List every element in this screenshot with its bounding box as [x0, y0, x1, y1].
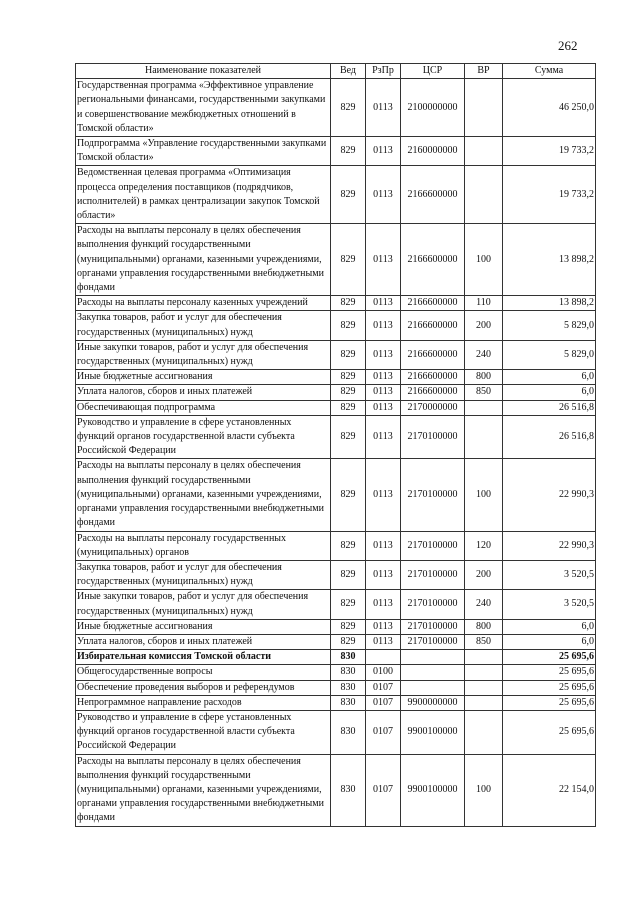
- table-row: [76, 710, 596, 754]
- cell-ved: 830: [331, 695, 366, 710]
- table-row: [76, 560, 596, 589]
- cell-csr: 9900100000: [401, 754, 465, 826]
- cell-name: Избирательная комиссия Томской области: [76, 650, 331, 665]
- cell-rzpr: [366, 650, 401, 665]
- cell-sum: 5 829,0: [503, 311, 596, 340]
- cell-csr: 2170100000: [401, 459, 465, 531]
- cell-name: Руководство и управление в сфере установленных функций органов государственной власти субъекта Российской Федерации: [76, 415, 331, 459]
- header-vr: ВР: [465, 64, 503, 79]
- header-csr: ЦСР: [401, 64, 465, 79]
- cell-csr: 2166600000: [401, 166, 465, 224]
- table-header-row: [76, 64, 596, 79]
- cell-ved: 829: [331, 224, 366, 296]
- cell-csr: 9900100000: [401, 710, 465, 754]
- cell-name: Уплата налогов, сборов и иных платежей: [76, 385, 331, 400]
- cell-vr: [465, 137, 503, 166]
- cell-vr: [465, 680, 503, 695]
- table-row: [76, 531, 596, 560]
- table-row: [76, 754, 596, 826]
- cell-vr: [465, 166, 503, 224]
- cell-rzpr: 0113: [366, 400, 401, 415]
- table-row: [76, 224, 596, 296]
- cell-csr: [401, 680, 465, 695]
- cell-name: Иные бюджетные ассигнования: [76, 370, 331, 385]
- header-ved: Вед: [331, 64, 366, 79]
- cell-ved: 829: [331, 459, 366, 531]
- cell-rzpr: 0113: [366, 340, 401, 369]
- cell-csr: 2166600000: [401, 385, 465, 400]
- cell-csr: 2170100000: [401, 531, 465, 560]
- cell-csr: 2100000000: [401, 79, 465, 137]
- table-row: [76, 680, 596, 695]
- cell-sum: 26 516,8: [503, 400, 596, 415]
- cell-ved: 830: [331, 754, 366, 826]
- cell-vr: [465, 400, 503, 415]
- cell-name: Государственная программа «Эффективное управление региональными финансами, государственными закупками и совершенствование межбюджетных отношений в Томской области»: [76, 79, 331, 137]
- cell-vr: [465, 650, 503, 665]
- cell-vr: 110: [465, 296, 503, 311]
- cell-name: Расходы на выплаты персоналу казенных учреждений: [76, 296, 331, 311]
- cell-vr: 240: [465, 590, 503, 619]
- cell-sum: 25 695,6: [503, 680, 596, 695]
- cell-sum: 5 829,0: [503, 340, 596, 369]
- cell-sum: 13 898,2: [503, 296, 596, 311]
- table-row: [76, 370, 596, 385]
- cell-rzpr: 0113: [366, 311, 401, 340]
- cell-sum: 25 695,6: [503, 650, 596, 665]
- cell-csr: 2170100000: [401, 590, 465, 619]
- cell-rzpr: 0113: [366, 634, 401, 649]
- cell-csr: 2170100000: [401, 560, 465, 589]
- cell-rzpr: 0113: [366, 166, 401, 224]
- cell-ved: 829: [331, 560, 366, 589]
- cell-csr: 2170000000: [401, 400, 465, 415]
- page-number: 262: [558, 38, 578, 53]
- cell-sum: 25 695,6: [503, 695, 596, 710]
- cell-csr: 2166600000: [401, 224, 465, 296]
- cell-sum: 6,0: [503, 634, 596, 649]
- table-row: [76, 590, 596, 619]
- cell-rzpr: 0113: [366, 619, 401, 634]
- cell-sum: 26 516,8: [503, 415, 596, 459]
- cell-sum: 6,0: [503, 370, 596, 385]
- cell-sum: 19 733,2: [503, 137, 596, 166]
- cell-ved: 829: [331, 370, 366, 385]
- cell-rzpr: 0113: [366, 137, 401, 166]
- cell-name: Обеспечивающая подпрограмма: [76, 400, 331, 415]
- cell-vr: [465, 79, 503, 137]
- cell-name: Обеспечение проведения выборов и референдумов: [76, 680, 331, 695]
- cell-ved: 829: [331, 590, 366, 619]
- cell-name: Расходы на выплаты персоналу государственных (муниципальных) органов: [76, 531, 331, 560]
- cell-ved: 829: [331, 79, 366, 137]
- cell-csr: 2170100000: [401, 634, 465, 649]
- cell-vr: 200: [465, 560, 503, 589]
- cell-vr: 120: [465, 531, 503, 560]
- cell-ved: 830: [331, 650, 366, 665]
- table-row: [76, 650, 596, 665]
- cell-ved: 829: [331, 166, 366, 224]
- cell-ved: 829: [331, 311, 366, 340]
- budget-table: [75, 63, 596, 827]
- cell-sum: 25 695,6: [503, 665, 596, 680]
- cell-name: Непрограммное направление расходов: [76, 695, 331, 710]
- table-row: [76, 79, 596, 137]
- header-rzpr: РзПр: [366, 64, 401, 79]
- table-row: [76, 311, 596, 340]
- cell-csr: 2166600000: [401, 296, 465, 311]
- cell-csr: 2160000000: [401, 137, 465, 166]
- cell-vr: 800: [465, 619, 503, 634]
- cell-name: Уплата налогов, сборов и иных платежей: [76, 634, 331, 649]
- cell-name: Расходы на выплаты персоналу в целях обеспечения выполнения функций государственными (муниципальными) органами, казенными учреждениями, органами управления государственными внебюджетными фондами: [76, 754, 331, 826]
- cell-rzpr: 0107: [366, 710, 401, 754]
- cell-name: Расходы на выплаты персоналу в целях обеспечения выполнения функций государственными (муниципальными) органами, казенными учреждениями, органами управления государственными внебюджетными фондами: [76, 224, 331, 296]
- cell-vr: 800: [465, 370, 503, 385]
- cell-ved: 829: [331, 296, 366, 311]
- cell-ved: 829: [331, 634, 366, 649]
- cell-rzpr: 0113: [366, 459, 401, 531]
- cell-vr: [465, 415, 503, 459]
- table-row: [76, 340, 596, 369]
- cell-ved: 829: [331, 137, 366, 166]
- cell-name: Расходы на выплаты персоналу в целях обеспечения выполнения функций государственными (муниципальными) органами, казенными учреждениями, органами управления государственными внебюджетными фондами: [76, 459, 331, 531]
- cell-rzpr: 0107: [366, 680, 401, 695]
- cell-name: Иные закупки товаров, работ и услуг для обеспечения государственных (муниципальных) нужд: [76, 340, 331, 369]
- cell-sum: 22 154,0: [503, 754, 596, 826]
- cell-ved: 829: [331, 400, 366, 415]
- table-row: [76, 137, 596, 166]
- cell-rzpr: 0113: [366, 385, 401, 400]
- cell-csr: [401, 650, 465, 665]
- cell-vr: 850: [465, 634, 503, 649]
- cell-sum: 6,0: [503, 619, 596, 634]
- cell-rzpr: 0113: [366, 590, 401, 619]
- cell-csr: 2170100000: [401, 415, 465, 459]
- cell-vr: [465, 710, 503, 754]
- cell-ved: 829: [331, 415, 366, 459]
- cell-csr: 2166600000: [401, 370, 465, 385]
- cell-vr: [465, 695, 503, 710]
- header-sum: Сумма: [503, 64, 596, 79]
- cell-rzpr: 0107: [366, 695, 401, 710]
- table-row: [76, 296, 596, 311]
- cell-vr: 100: [465, 224, 503, 296]
- cell-rzpr: 0100: [366, 665, 401, 680]
- cell-name: Руководство и управление в сфере установленных функций органов государственной власти субъекта Российской Федерации: [76, 710, 331, 754]
- header-name: Наименование показателей: [76, 64, 331, 79]
- table-row: [76, 695, 596, 710]
- table-row: [76, 400, 596, 415]
- cell-rzpr: 0113: [366, 531, 401, 560]
- cell-name: Иные закупки товаров, работ и услуг для обеспечения государственных (муниципальных) нужд: [76, 590, 331, 619]
- cell-rzpr: 0113: [366, 415, 401, 459]
- cell-name: Иные бюджетные ассигнования: [76, 619, 331, 634]
- cell-csr: 2166600000: [401, 340, 465, 369]
- cell-sum: 25 695,6: [503, 710, 596, 754]
- cell-sum: 13 898,2: [503, 224, 596, 296]
- cell-ved: 829: [331, 385, 366, 400]
- cell-csr: 9900000000: [401, 695, 465, 710]
- cell-rzpr: 0113: [366, 296, 401, 311]
- table-body: [76, 79, 596, 826]
- cell-rzpr: 0113: [366, 79, 401, 137]
- cell-csr: 2166600000: [401, 311, 465, 340]
- table-row: [76, 166, 596, 224]
- cell-sum: 22 990,3: [503, 531, 596, 560]
- cell-sum: 6,0: [503, 385, 596, 400]
- cell-name: Ведомственная целевая программа «Оптимизация процесса определения поставщиков (подрядчиков, исполнителей) в рамках централизации закупок Томской области»: [76, 166, 331, 224]
- table-row: [76, 385, 596, 400]
- cell-ved: 829: [331, 340, 366, 369]
- cell-vr: [465, 665, 503, 680]
- table-row: [76, 459, 596, 531]
- cell-rzpr: 0113: [366, 560, 401, 589]
- table-row: [76, 634, 596, 649]
- table-row: [76, 415, 596, 459]
- cell-ved: 829: [331, 531, 366, 560]
- cell-csr: [401, 665, 465, 680]
- cell-vr: 200: [465, 311, 503, 340]
- cell-vr: 240: [465, 340, 503, 369]
- cell-ved: 829: [331, 619, 366, 634]
- cell-name: Подпрограмма «Управление государственными закупками Томской области»: [76, 137, 331, 166]
- cell-vr: 100: [465, 754, 503, 826]
- cell-name: Закупка товаров, работ и услуг для обеспечения государственных (муниципальных) нужд: [76, 311, 331, 340]
- table-row: [76, 619, 596, 634]
- cell-ved: 830: [331, 665, 366, 680]
- cell-sum: 22 990,3: [503, 459, 596, 531]
- cell-name: Закупка товаров, работ и услуг для обеспечения государственных (муниципальных) нужд: [76, 560, 331, 589]
- cell-ved: 830: [331, 680, 366, 695]
- cell-csr: 2170100000: [401, 619, 465, 634]
- cell-vr: 100: [465, 459, 503, 531]
- cell-sum: 3 520,5: [503, 590, 596, 619]
- cell-rzpr: 0107: [366, 754, 401, 826]
- cell-name: Общегосударственные вопросы: [76, 665, 331, 680]
- cell-rzpr: 0113: [366, 370, 401, 385]
- cell-vr: 850: [465, 385, 503, 400]
- cell-rzpr: 0113: [366, 224, 401, 296]
- cell-sum: 19 733,2: [503, 166, 596, 224]
- cell-ved: 830: [331, 710, 366, 754]
- cell-sum: 3 520,5: [503, 560, 596, 589]
- table-row: [76, 665, 596, 680]
- cell-sum: 46 250,0: [503, 79, 596, 137]
